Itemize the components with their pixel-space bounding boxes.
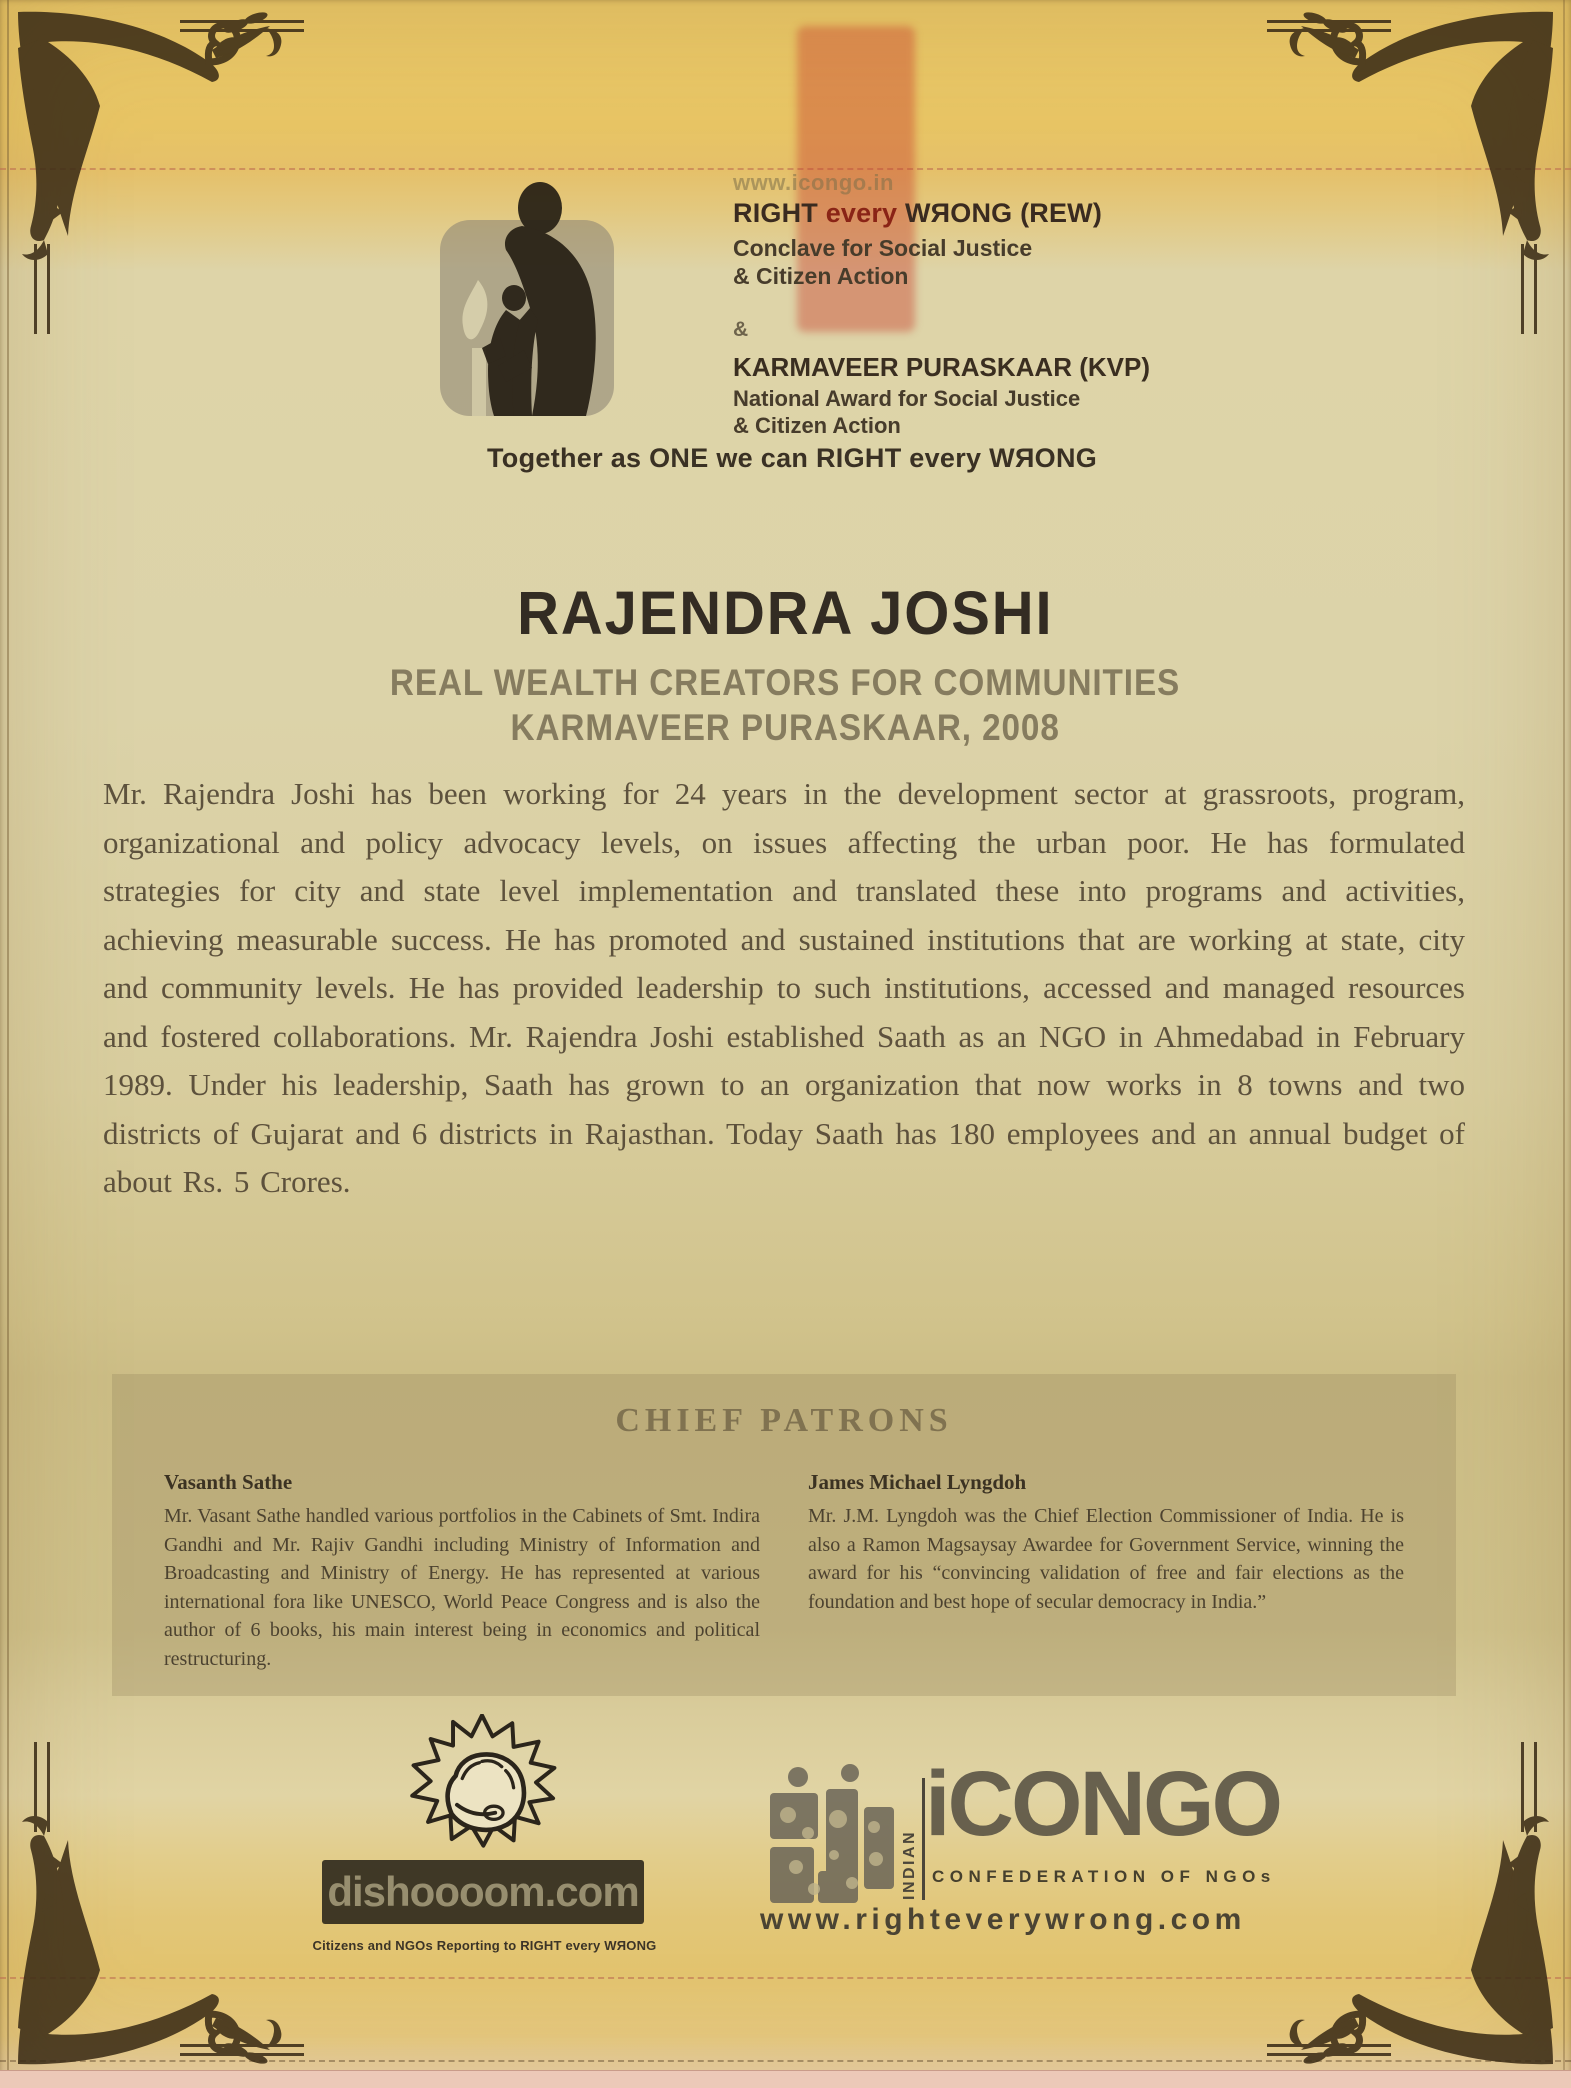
icongo-wordmark: iCONGO	[925, 1753, 1281, 1855]
rew-title-every: every	[825, 198, 898, 228]
patron-name: James Michael Lyngdoh	[808, 1470, 1027, 1494]
dishoom-fist-icon	[372, 1714, 592, 1872]
rew-kvp-emblem-icon	[436, 180, 618, 420]
patron-entry	[808, 1470, 1404, 1673]
rew-title-post: WЯONG (REW)	[904, 198, 1103, 228]
campaign-tagline: Together as ONE we can RIGHT every WЯONG	[487, 443, 1098, 473]
award-edition-text: KARMAVEER PURASKAAR, 2008	[510, 707, 1061, 748]
rew-title	[733, 198, 1102, 229]
kvp-subtitle-line1: National Award for Social Justice	[733, 386, 1081, 411]
righteverywrong-url: www.righteverywrong.com	[760, 1903, 1246, 1936]
award-edition	[0, 707, 1571, 749]
dishoom-wordmark	[322, 1860, 644, 1924]
corner-flourish-icon	[4, 1742, 304, 2072]
paper-bottom-strip	[0, 2070, 1571, 2088]
award-category	[0, 662, 1571, 704]
dishoom-domain-text: dishoooom.com	[327, 1868, 639, 1915]
corner-flourish-icon	[1267, 4, 1567, 334]
award-category-text: REAL WEALTH CREATORS FOR COMMUNITIES	[390, 662, 1181, 703]
rew-subtitle-line2: & Citizen Action	[733, 263, 909, 289]
chief-patrons-columns	[164, 1470, 1404, 1673]
corner-flourish-icon	[1267, 1742, 1567, 2072]
icongo-website-url: www.icongo.in	[733, 170, 894, 195]
citation-paragraph: Mr. Rajendra Joshi has been working for 24 years in the development sector at grassroots, program, organizational and policy advocacy levels, on issues affecting the urban poor. He has formulated strategies for city and state level implementation and translated these into programs and activities, achieving measurable success. He has promoted and sustained institutions that are working at state, city and community levels. He has provided leadership to such institutions, accessed and managed resources and fostered collaborations. Mr. Rajendra Joshi established Saath as an NGO in Ahmedabad in February 1989. Under his leadership, Saath has grown to an organization that now works in 8 towns and two districts of Gujarat and 6 districts in Rajasthan. Today Saath has 180 employees and an annual budget of about Rs. 5 Crores.	[103, 776, 1465, 1199]
rew-subtitle-line1: Conclave for Social Justice	[733, 235, 1033, 261]
rew-title-pre: RIGHT	[733, 198, 818, 228]
icongo-subtitle: CONFEDERATION OF NGOs	[932, 1867, 1276, 1886]
dishoom-tagline: Citizens and NGOs Reporting to RIGHT every WЯONG	[312, 1938, 657, 1953]
kvp-subtitle-line2: & Citizen Action	[733, 413, 901, 438]
patron-entry	[164, 1470, 760, 1673]
icongo-indian-label: INDIAN	[901, 1778, 925, 1900]
kvp-title: KARMAVEER PURASKAAR (KVP)	[733, 352, 1150, 382]
icongo-pixel-mark-icon	[768, 1763, 896, 1905]
patron-name: Vasanth Sathe	[164, 1470, 293, 1494]
recipient-name	[0, 578, 1571, 648]
recipient-name-text: RAJENDRA JOSHI	[517, 579, 1054, 647]
chief-patrons-heading: CHIEF PATRONS	[615, 1402, 953, 1439]
patron-bio: Mr. Vasant Sathe handled various portfolios in the Cabinets of Smt. Indira Gandhi and Mr. Rajiv Gandhi including Ministry of Information and Broadcasting and Ministry of Energy. He has represented at various international fora like UNESCO, World Peace Congress and is also the author of 6 books, his main interest being in economics and political restructuring.	[164, 1505, 760, 1670]
patron-bio: Mr. J.M. Lyngdoh was the Chief Election Commissioner of India. He is also a Ramon Magsaysay Awardee for Government Service, winning the award for his “convincing validation of free and fair elections as the foundation and best hope of secular democracy in India.”	[808, 1505, 1404, 1613]
corner-flourish-icon	[4, 4, 304, 334]
chief-patrons-section	[112, 1374, 1456, 1696]
ampersand-separator: &	[733, 318, 749, 341]
